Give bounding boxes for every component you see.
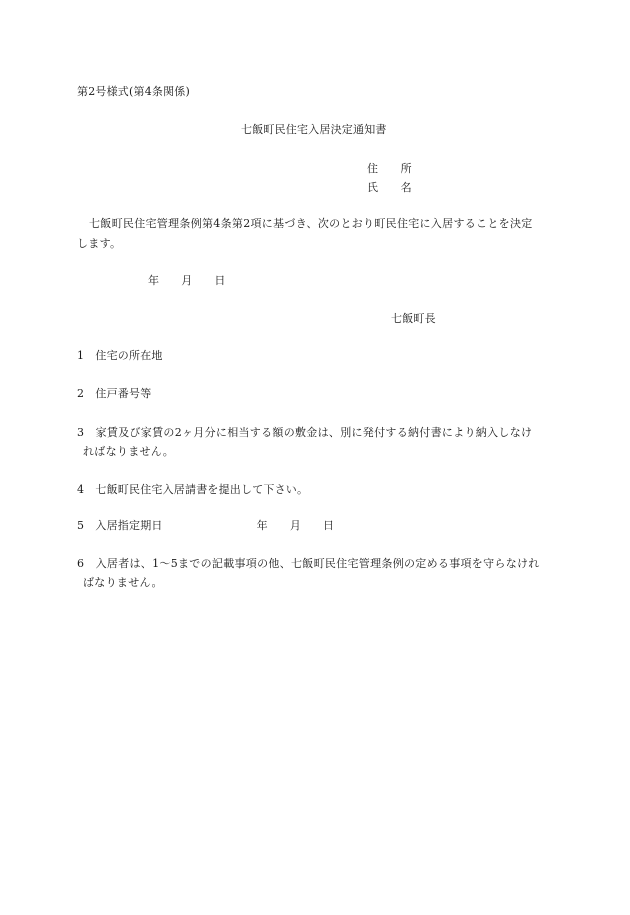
- item-5-month: 月: [289, 519, 302, 532]
- name-label: 氏 名: [367, 181, 412, 194]
- item-4: 4 七飯町民住宅入居請書を提出して下さい。: [77, 483, 309, 496]
- item-2: 2 住戸番号等: [77, 387, 152, 400]
- item-5-year: 年: [256, 519, 268, 532]
- item-3-line-2: ればなりません。: [83, 445, 175, 458]
- issue-date: [148, 275, 226, 286]
- issue-date-month: 月: [181, 274, 193, 287]
- issuer-title: 七飯町長: [391, 312, 436, 325]
- item-1: 1 住宅の所在地: [77, 349, 163, 362]
- body-line-1: 七飯町民住宅管理条例第4条第2項に基づき、次のとおり町民住宅に入居することを決定: [89, 217, 533, 230]
- issue-date-day: 日: [214, 274, 226, 287]
- item-3-line-1: 3 家賃及び家賃の2ヶ月分に相当する額の敷金は、別に発付する納付書により納入しなけ: [77, 426, 533, 439]
- issue-date-year: 年: [148, 274, 160, 287]
- item-6-line-2: ばなりません。: [83, 576, 163, 589]
- form-label: 第2号様式(第4条関係): [77, 85, 190, 98]
- address-label: 住 所: [367, 162, 412, 175]
- item-5-label: 5 入居指定期日: [77, 519, 163, 532]
- document-title: 七飯町民住宅入居決定通知書: [241, 123, 387, 136]
- item-6-line-1: 6 入居者は、1～5までの記載事項の他、七飯町民住宅管理条例の定める事項を守らなけれ: [77, 557, 540, 570]
- item-5-day: 日: [323, 519, 335, 532]
- item-5: [77, 520, 334, 531]
- body-line-2: します。: [77, 237, 122, 250]
